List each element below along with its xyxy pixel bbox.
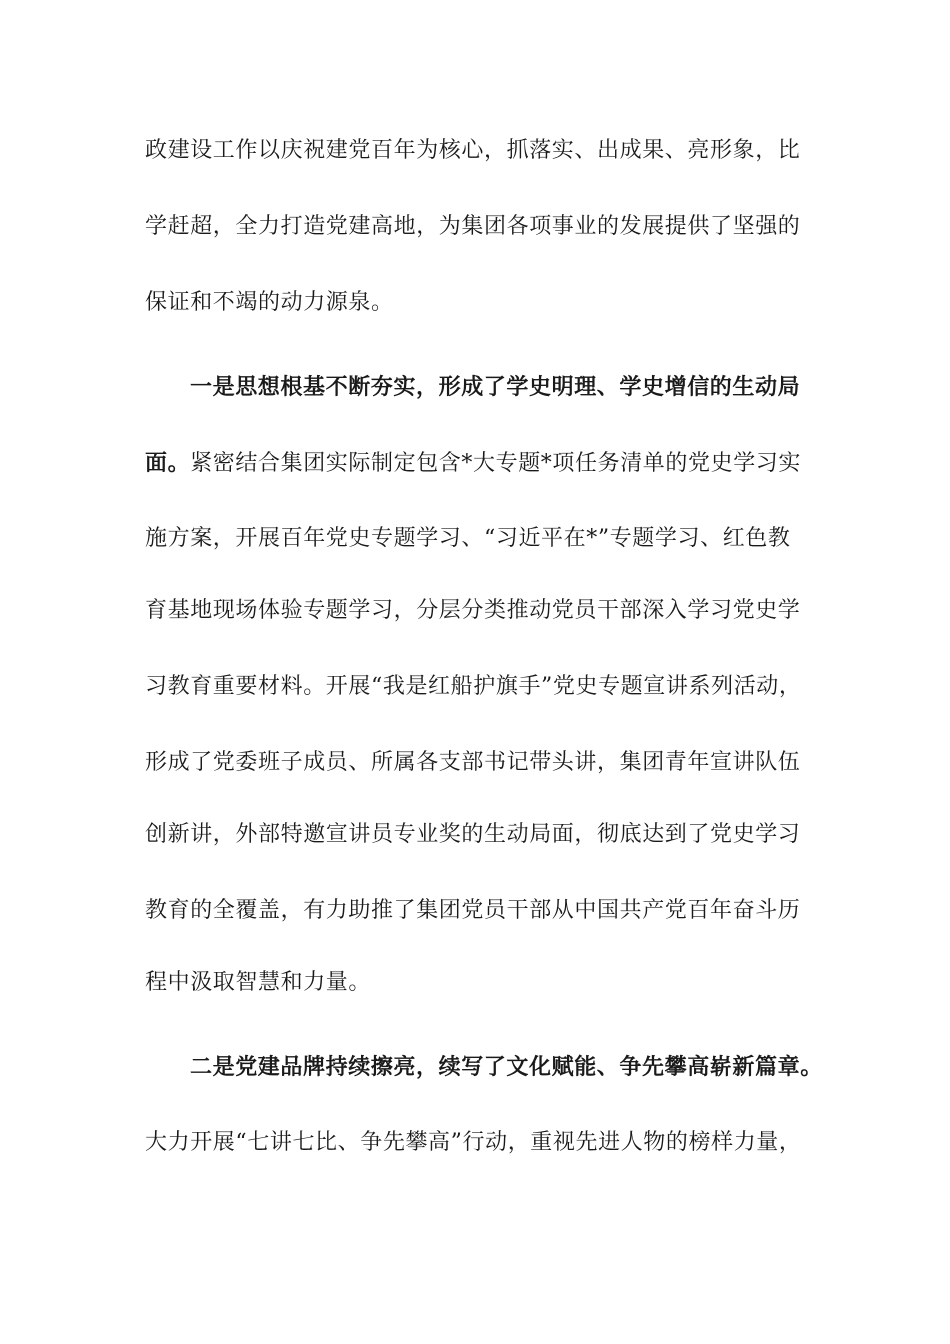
paragraph-line: 育基地现场体验专题学习，分层分类推动党员干部深入学习党史学 (145, 598, 801, 623)
paragraph-line: 教育的全覆盖，有力助推了集团党员干部从中国共产党百年奋斗历 (145, 898, 801, 923)
paragraph-line: 保证和不竭的动力源泉。 (145, 290, 394, 315)
section-one-heading-end: 面。 (145, 450, 191, 476)
section-two-heading: 二是党建品牌持续擦亮，续写了文化赋能、争先攀高崭新篇章。 (190, 1054, 823, 1080)
paragraph-text: 紧密结合集团实际制定包含*大专题*项任务清单的党史学习实 (190, 451, 802, 476)
paragraph-line: 习教育重要材料。开展“我是红船护旗手”党史专题宣讲系列活动， (145, 674, 802, 699)
paragraph-line: 政建设工作以庆祝建党百年为核心，抓落实、出成果、亮形象，比 (145, 138, 801, 163)
paragraph-line: 大力开展“七讲七比、争先攀高”行动，重视先进人物的榜样力量， (145, 1130, 802, 1155)
paragraph-line (145, 448, 825, 479)
paragraph-line: 施方案，开展百年党史专题学习、“习近平在*”专题学习、红色教 (145, 526, 791, 551)
section-one-heading: 一是思想根基不断夯实，形成了学史明理、学史增信的生动局 (190, 374, 801, 400)
paragraph-line: 创新讲，外部特邀宣讲员专业奖的生动局面，彻底达到了党史学习 (145, 822, 801, 847)
paragraph-line: 学赶超，全力打造党建高地，为集团各项事业的发展提供了坚强的 (145, 214, 801, 239)
paragraph-line: 形成了党委班子成员、所属各支部书记带头讲，集团青年宣讲队伍 (145, 750, 801, 775)
paragraph-line: 程中汲取智慧和力量。 (145, 970, 372, 995)
